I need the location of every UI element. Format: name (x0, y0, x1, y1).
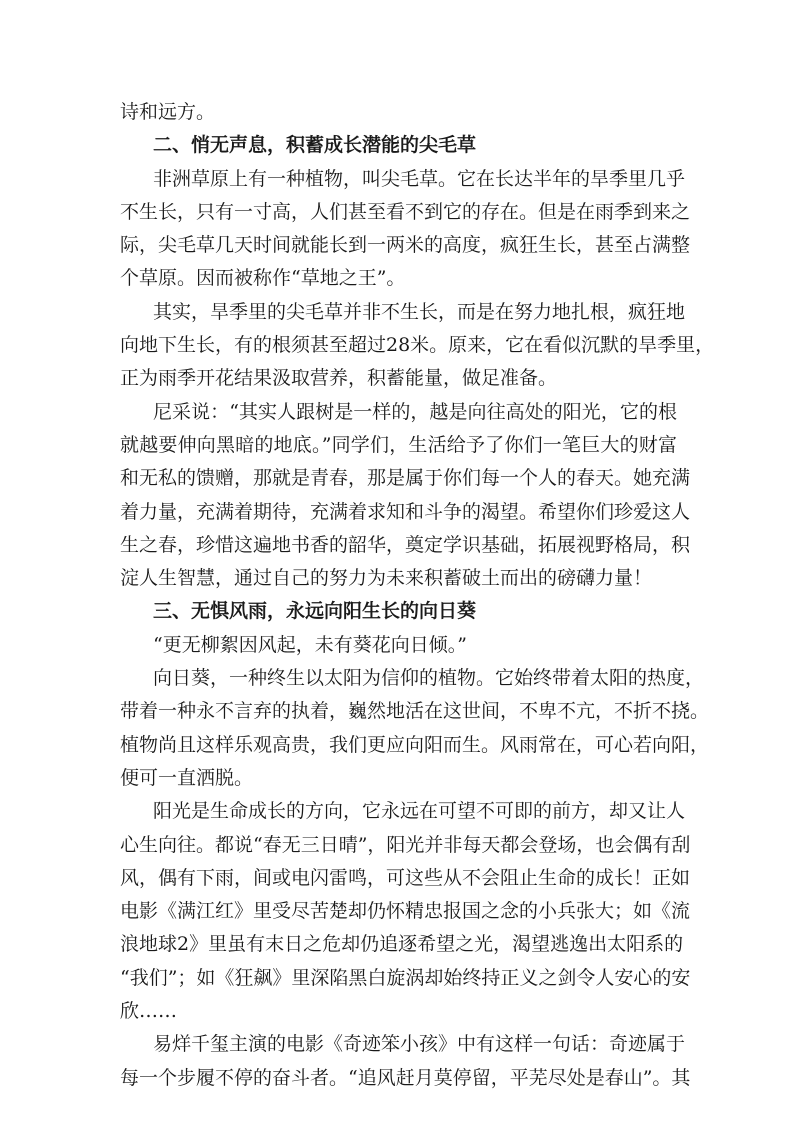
text-line: 心生向往。都说“春无三日晴”，阳光并非每天都会登场，也会偶有刮 (120, 833, 691, 856)
text-line: “我们”；如《狂飙》里深陷黑白旋涡却始终持正义之剑令人安心的安 (120, 966, 691, 989)
text-line: 生之春，珍惜这遍地书香的韶华，奠定学识基础，拓展视野格局，积 (120, 533, 691, 556)
text-line: 际，尖毛草几天时间就能长到一两米的高度，疯狂生长，甚至占满整 (120, 234, 691, 257)
text-line: 向地下生长，有的根须甚至超过28米。原来，它在看似沉默的旱季里， (120, 334, 715, 357)
text-line: 非洲草原上有一种植物，叫尖毛草。它在长达半年的旱季里几乎 (153, 167, 686, 190)
text-line: “更无柳絮因风起，未有葵花向日倾。” (153, 633, 467, 656)
paragraph (120, 396, 691, 596)
text-line: 其实，旱季里的尖毛草并非不生长，而是在努力地扎根，疯狂地 (153, 300, 686, 323)
text-line: 风，偶有下雨，间或电闪雷鸣，可这些从不会阻止生命的成长！正如 (120, 866, 691, 889)
document-page (120, 96, 715, 1095)
paragraph (120, 96, 677, 129)
text-line: 浪地球2》里虽有末日之危却仍追逐希望之光，渴望逃逸出太阳系的 (120, 933, 684, 956)
text-line: 诗和远方。 (120, 101, 216, 123)
text-line: 正为雨季开花结果汲取营养，积蓄能量，做足准备。 (120, 367, 558, 390)
text-line: 植物尚且这样乐观高贵，我们更应向阳而生。风雨常在，可心若向阳， (120, 733, 710, 756)
text-line: 向日葵，一种终生以太阳为信仰的植物。它始终带着太阳的热度， (153, 667, 705, 690)
paragraph (120, 662, 710, 795)
text-line: 就越要伸向黑暗的地底。”同学们，生活给予了你们一笔巨大的财富 (120, 433, 677, 456)
text-line: 不生长，只有一寸高，人们甚至看不到它的存在。但是在雨季到来之 (120, 200, 691, 223)
text-line: 个草原。因而被称作“草地之王”。 (120, 267, 406, 290)
text-line: 便可一直洒脱。 (120, 766, 254, 789)
text-line: 易烊千玺主演的电影《奇迹笨小孩》中有这样一句话：奇迹属于 (153, 1033, 686, 1056)
text-line: 尼采说：“其实人跟树是一样的，越是向往高处的阳光，它的根 (153, 400, 677, 423)
section-heading (120, 595, 677, 628)
text-line: 着力量，充满着期待，充满着求知和斗争的渴望。希望你们珍爱这人 (120, 500, 691, 523)
paragraph (120, 795, 691, 1028)
paragraph (120, 629, 677, 662)
text-line: 三、无惧风雨，永远向阳生长的向日葵 (153, 600, 477, 623)
text-line: 和无私的馈赠，那就是青春，那是属于你们每一个人的春天。她充满 (120, 467, 691, 490)
text-line: 电影《满江红》里受尽苦楚却仍怀精忠报国之念的小兵张大；如《流 (120, 900, 691, 923)
text-line: 淀人生智慧，通过自己的努力为未来积蓄破土而出的磅礴力量！ (120, 567, 653, 590)
text-line: 带着一种永不言弃的执着，巍然地活在这世间，不卑不亢，不折不挠。 (120, 700, 710, 723)
text-line: 每一个步履不停的奋斗者。“追风赶月莫停留，平芜尽处是春山”。其 (120, 1066, 691, 1089)
paragraph (120, 163, 691, 296)
text-line: 阳光是生命成长的方向，它永远在可望不可即的前方，却又让人 (153, 800, 686, 823)
paragraph (120, 296, 715, 396)
text-line: 二、悄无声息，积蓄成长潜能的尖毛草 (153, 134, 477, 157)
text-line: 欣…… (120, 1000, 178, 1023)
section-heading (120, 129, 677, 162)
paragraph (120, 1028, 691, 1095)
